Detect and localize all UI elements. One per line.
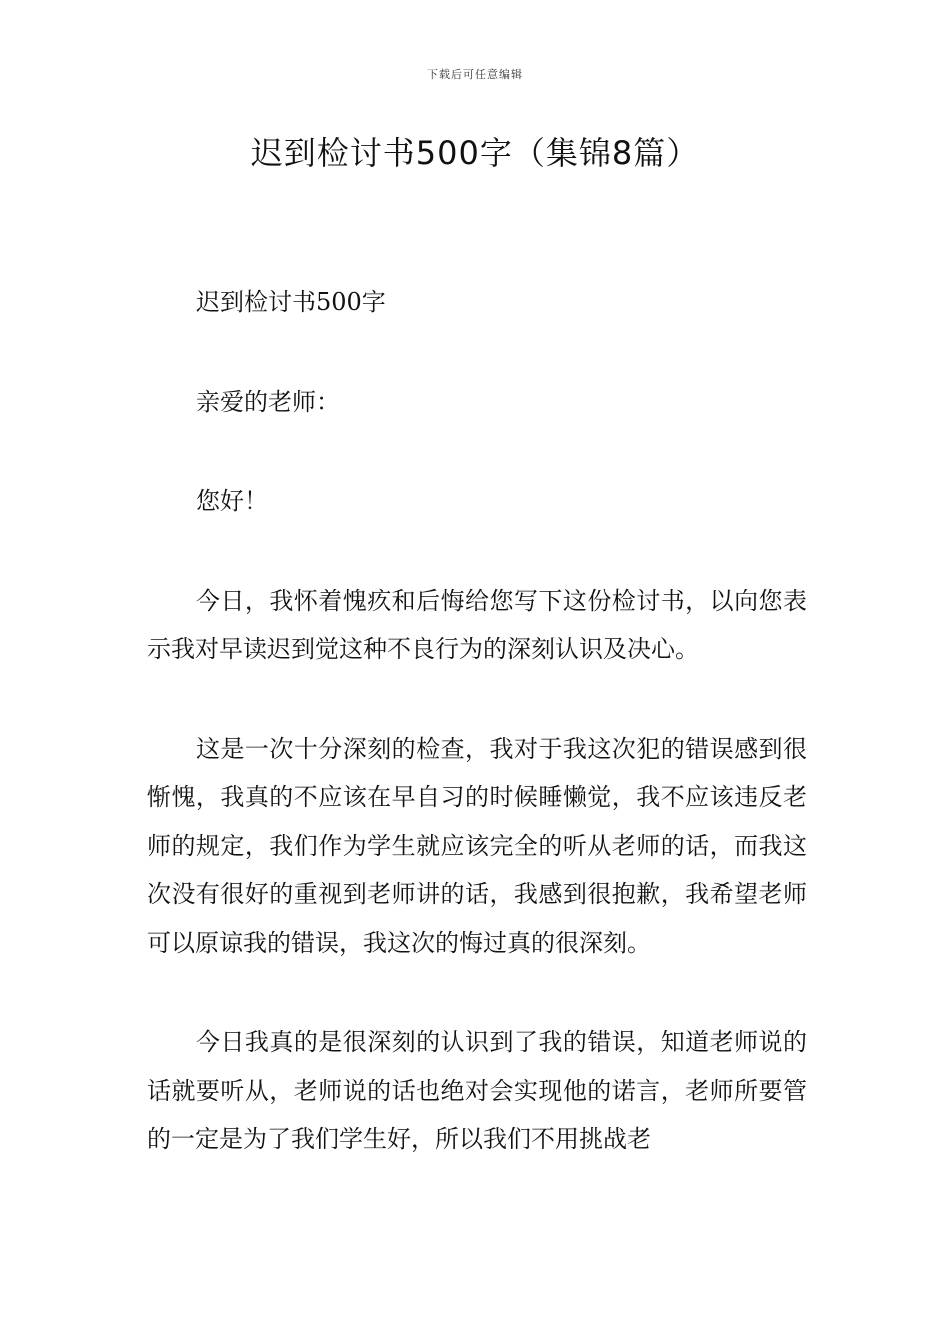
header-note: 下载后可任意编辑 [427,68,523,81]
body-paragraph: 今日我真的是很深刻的认识到了我的错误，知道老师说的话就要听从，老师说的话也绝对会实现他的诺言，老师所要管的一定是为了我们学生好，所以我们不用挑战老 [147,1028,807,1153]
document-body [147,278,807,1215]
body-paragraph: 今日，我怀着愧疚和后悔给您写下这份检讨书，以向您表示我对早读迟到觉这种不良行为的深刻认识及决心。 [147,586,807,663]
salutation: 亲爱的老师： [196,387,340,416]
greeting: 您好！ [196,487,268,515]
section-heading: 迟到检讨书500字 [196,288,386,316]
body-paragraph: 这是一次十分深刻的检查，我对于我这次犯的错误感到很惭愧，我真的不应该在早自习的时候睡懒觉，我不应该违反老师的规定，我们作为学生就应该完全的听从老师的话，而我这次没有很好的重视到老师讲的话，我感到很抱歉，我希望老师可以原谅我的错误，我这次的悔过真的很深刻。 [147,734,807,957]
document-title: 迟到检讨书500字（集锦8篇） [250,134,700,172]
